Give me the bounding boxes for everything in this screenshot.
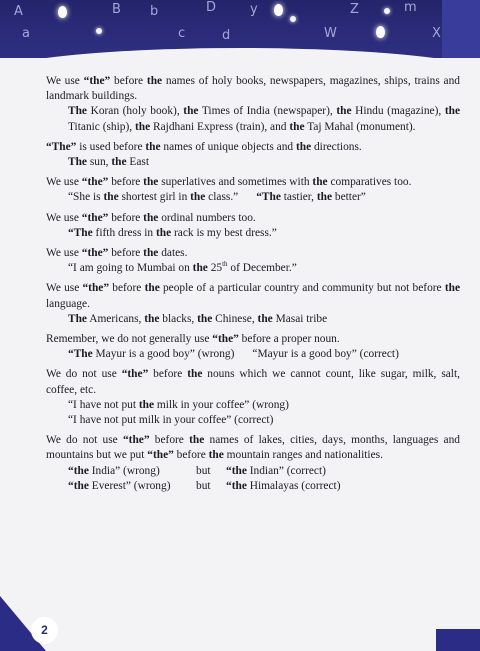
example-text: “the India” (wrong) (68, 464, 160, 477)
example-text: “The fifth dress in the rack is my best dress.” (68, 226, 277, 239)
rule-text: We use “the” before the superlatives and sometimes with the comparatives too. (46, 176, 412, 189)
banner-letter: X (432, 26, 441, 41)
banner-letter: Z (350, 2, 359, 17)
rule-block-places (46, 433, 460, 494)
rule-text: We do not use “the” before the nouns which we cannot count, like sugar, milk, salt, coffee, etc. (46, 368, 460, 396)
example-row (46, 190, 460, 205)
footer-corner-right (436, 629, 480, 651)
banner-letter: A (14, 4, 23, 19)
star-icon (290, 16, 296, 22)
rule-text: We use “the” before the people of a particular country and community but not before the language. (46, 282, 460, 310)
example-text: but (196, 464, 211, 477)
example-row (46, 347, 460, 362)
banner-letter: c (178, 26, 186, 41)
banner-letter: B (112, 2, 121, 17)
example-text: but (196, 479, 211, 492)
rule-text: We use “the” before the ordinal numbers too. (46, 211, 256, 224)
rule-text: We use “the” before the dates. (46, 247, 188, 260)
lightbulb-icon (274, 4, 283, 16)
rule-block-dates (46, 246, 460, 276)
example-row (46, 479, 460, 494)
example-text: “the Everest” (wrong) (68, 479, 171, 492)
banner-curve (0, 48, 480, 58)
banner-letter: y (250, 2, 258, 17)
star-icon (384, 8, 390, 14)
rule-text: We do not use “the” before the names of lakes, cities, days, months, languages and mountains but we put “the” before the mountain ranges and nationalities. (46, 434, 460, 462)
lightbulb-icon (58, 6, 67, 18)
rule-block-holy-books (46, 74, 460, 135)
rule-block-superlatives (46, 175, 460, 205)
banner-letter: a (22, 26, 30, 41)
example-text: “Mayur is a good boy” (correct) (252, 348, 399, 361)
banner-tab (442, 0, 480, 58)
ordinal-suffix: th (222, 260, 228, 269)
example-text: “The Mayur is a good boy” (wrong) (68, 348, 235, 361)
example-row (46, 464, 460, 479)
example-text: “the Indian” (correct) (226, 464, 326, 477)
example-text: of December.” (227, 262, 297, 275)
rule-text: “The” is used before the names of unique objects and the directions. (46, 140, 362, 153)
star-icon (96, 28, 102, 34)
banner-letter: D (206, 0, 217, 15)
example-text: “The tastier, the better” (256, 191, 366, 204)
rule-block-unique-objects (46, 140, 460, 170)
example-text: “I have not put the milk in your coffee” (wrong) (68, 398, 289, 411)
example-text: The Americans, the blacks, the Chinese, the Masai tribe (68, 312, 328, 325)
page-content (46, 74, 460, 499)
example-text: “I have not put milk in your coffee” (correct) (68, 414, 274, 427)
top-banner (0, 0, 480, 58)
banner-letter: d (222, 28, 231, 43)
example-text: The sun, the East (68, 156, 150, 169)
rule-text: We use “the” before the names of holy books, newspapers, magazines, ships, trains and landmark buildings. (46, 75, 460, 103)
rule-block-proper-noun (46, 332, 460, 362)
example-text: “I am going to Mumbai on the 25 (68, 262, 223, 275)
banner-letter: W (324, 26, 337, 41)
rule-block-ordinals (46, 211, 460, 241)
rule-block-people (46, 281, 460, 327)
rule-block-uncountable (46, 367, 460, 428)
example-row (46, 261, 460, 276)
banner-letter: m (404, 0, 417, 15)
example-text: “the Himalayas (correct) (226, 479, 341, 492)
example-text: “She is the shortest girl in the class.” (68, 191, 239, 204)
banner-letter: b (150, 4, 159, 19)
lightbulb-icon (376, 26, 385, 38)
rule-text: Remember, we do not generally use “the” before a proper noun. (46, 333, 340, 346)
page-number: 2 (31, 617, 58, 644)
example-text: The Koran (holy book), the Times of India (newspaper), the Hindu (magazine), the Titanic (ship), the Rajdhani Express (train), and the Taj Mahal (monument). (68, 105, 460, 133)
